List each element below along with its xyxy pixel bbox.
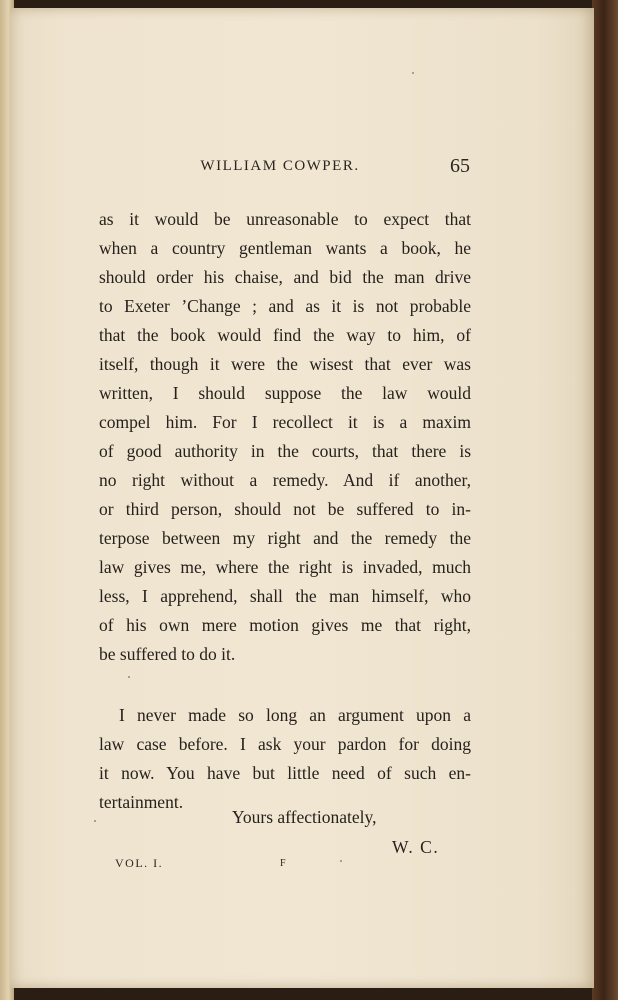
text-line: when a country gentleman wants a book, he	[99, 238, 471, 258]
text-line: less, I apprehend, shall the man himself, who	[99, 586, 471, 606]
text-line: I never made so long an argument upon a	[119, 705, 471, 725]
paragraph-2	[99, 701, 471, 817]
book-binding-right	[592, 0, 618, 1000]
text-line: written, I should suppose the law would	[99, 383, 471, 403]
volume-mark: VOL. I.	[115, 856, 164, 870]
text-line: law case before. I ask your pardon for doing	[99, 734, 471, 754]
text-line: law gives me, where the right is invaded, much	[99, 557, 471, 577]
text-line: terpose between my right and the remedy the	[99, 528, 471, 548]
book-page	[10, 8, 594, 988]
letter-closing: Yours affectionately,	[232, 807, 377, 827]
text-line: itself, though it were the wisest that ever was	[99, 354, 471, 374]
paper-speck	[412, 72, 414, 74]
paper-speck	[128, 676, 130, 678]
page-header	[10, 155, 594, 182]
text-line: to Exeter ’Change ; and as it is not probable	[99, 296, 471, 316]
running-title: WILLIAM COWPER.	[200, 158, 360, 174]
text-line: that the book would find the way to him, of	[99, 325, 471, 345]
text-line: be suffered to do it.	[99, 644, 236, 664]
page-footer	[10, 856, 594, 876]
text-line: no right without a remedy. And if another,	[99, 470, 471, 490]
text-line: compel him. For I recollect it is a maxim	[99, 412, 471, 432]
text-line: or third person, should not be suffered to in-	[99, 499, 471, 519]
paper-speck	[94, 820, 96, 822]
letter-signature: W. C.	[392, 837, 440, 857]
text-line: of good authority in the courts, that there is	[99, 441, 471, 461]
paper-speck	[340, 860, 342, 862]
text-line: as it would be unreasonable to expect that	[99, 209, 471, 229]
text-line: should order his chaise, and bid the man drive	[99, 267, 471, 287]
text-line: tertainment.	[99, 792, 184, 812]
page-number: 65	[450, 155, 470, 177]
text-line: it now. You have but little need of such en-	[99, 763, 471, 783]
letter-body	[99, 205, 471, 817]
paragraph-1	[99, 205, 471, 669]
printer-signature-mark: F	[280, 858, 286, 869]
text-line: of his own mere motion gives me that right,	[99, 615, 471, 635]
